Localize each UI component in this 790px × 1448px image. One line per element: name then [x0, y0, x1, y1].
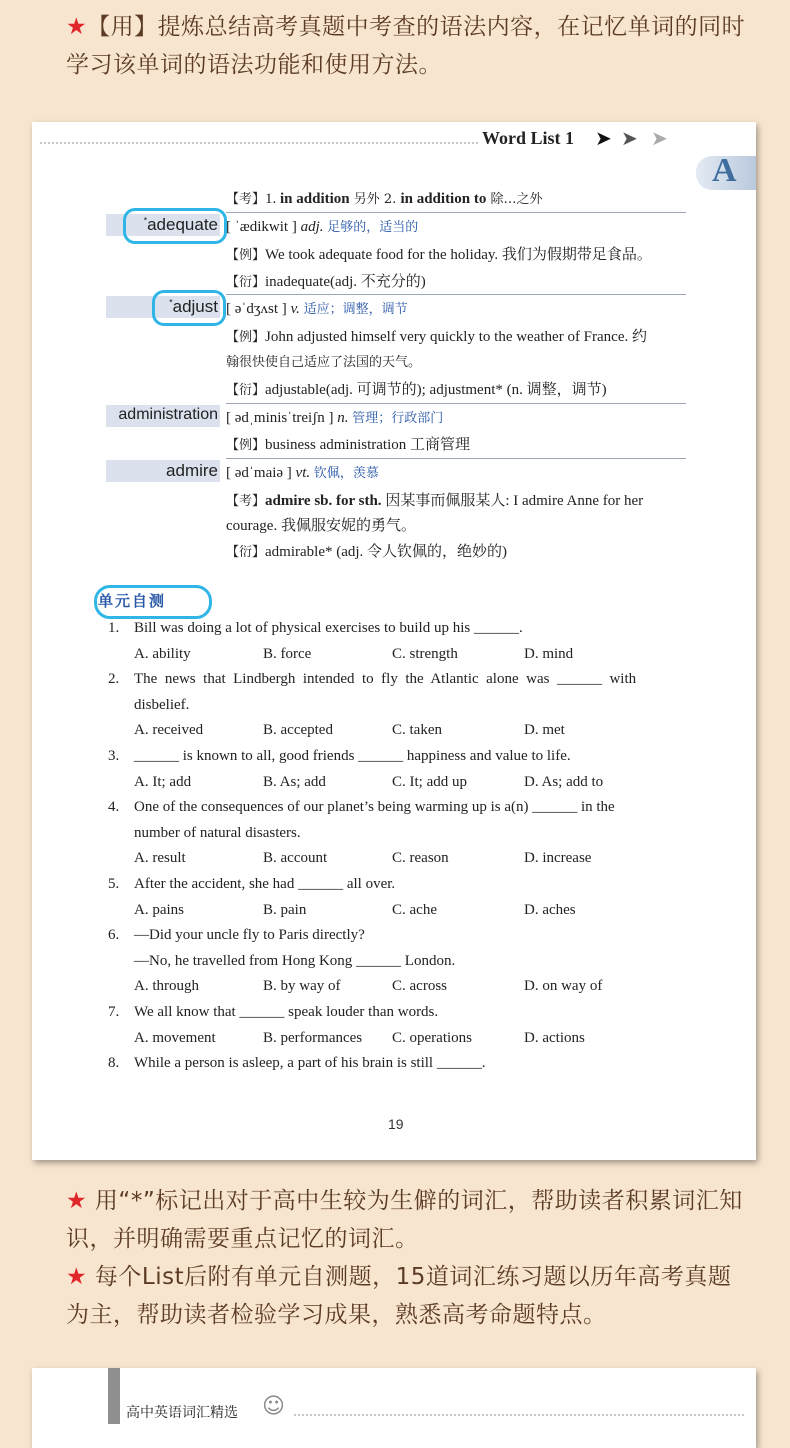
answer-option: D. As; add to — [524, 773, 604, 790]
promo-features — [66, 1182, 750, 1334]
usage-note-continued: courage. 我佩服安妮的勇气。 — [226, 518, 416, 534]
phonetic-definition: [ ˈædikwit ] adj. 足够的，适当的 — [226, 219, 419, 235]
section-letter: A — [712, 152, 737, 189]
section-letter-tab — [696, 152, 756, 190]
question-number: 7. — [108, 1004, 120, 1020]
star-icon: ★ — [66, 14, 88, 40]
answer-option: C. reason — [392, 850, 449, 867]
headword-admire: admire — [166, 461, 218, 480]
question-number: 4. — [108, 799, 120, 816]
headword-adjust: *adjust — [169, 297, 218, 316]
headword-adequate: *adequate — [143, 215, 218, 234]
arrow-right-icon: ➤ — [621, 126, 638, 150]
header-dotted-rule — [40, 142, 478, 144]
question-number: 6. — [108, 927, 120, 944]
phonetic-definition: [ ədˈmaiə ] vt. 钦佩，羡慕 — [226, 465, 379, 481]
question-text: We all know that ______ speak louder than words. — [134, 1004, 439, 1020]
question-text: While a person is asleep, a part of his brain is still ______. — [134, 1055, 486, 1072]
phonetic-definition: [ ədˌminisˈtreiʃn ] n. 管理；行政部门 — [226, 410, 444, 426]
example-sentence: 【例】John adjusted himself very quickly to the weather of France. 约 — [226, 329, 647, 345]
divider — [226, 294, 686, 295]
answer-option: C. across — [392, 978, 447, 995]
answer-option: B. pain — [263, 901, 307, 918]
usage-note: 【考】admire sb. for sth. 因某事而佩服某人: I admire Anne for her — [226, 493, 644, 509]
answer-option: C. operations — [392, 1029, 472, 1046]
phonetic-definition: [ əˈdʒʌst ] v. 适应；调整，调节 — [226, 301, 408, 317]
promo-feature: ★ 用“*”标记出对于高中生较为生僻的词汇，帮助读者积累词汇知识，并明确需要重点记忆的词汇。 — [66, 1188, 743, 1252]
answer-option: D. aches — [524, 901, 576, 918]
highlight-circle — [123, 208, 227, 244]
promo-feature: ★ 每个List后附有单元自测题，15道词汇练习题以历年高考真题为主，帮助读者检验学习成果，熟悉高考命题特点。 — [66, 1264, 732, 1328]
derivative: 【衍】adjustable(adj. 可调节的); adjustment* (n. 调整，调节) — [226, 382, 607, 398]
highlight-circle — [152, 290, 226, 326]
answer-option: B. performances — [263, 1029, 363, 1046]
answer-option: C. It; add up — [392, 773, 467, 790]
divider — [226, 212, 686, 213]
arrow-right-icon: ➤ — [651, 126, 668, 150]
headword-administration: administration — [118, 406, 218, 423]
next-page-preview — [32, 1368, 756, 1448]
answer-option: D. increase — [524, 850, 592, 867]
question-number: 3. — [108, 748, 120, 764]
answer-option: A. result — [134, 850, 186, 867]
question-number: 2. — [108, 671, 120, 688]
question-text: ______ is known to all, good friends ______ happiness and value to life. — [134, 748, 571, 764]
answer-option: D. actions — [524, 1029, 585, 1046]
answer-option: C. ache — [392, 901, 437, 918]
footer-dotted-rule — [294, 1414, 744, 1416]
mascot-icon: ☺ — [262, 1394, 285, 1419]
answer-option: B. account — [263, 850, 328, 867]
question-number: 8. — [108, 1055, 120, 1072]
divider — [226, 403, 686, 404]
book-page — [32, 122, 756, 1160]
answer-option: A. pains — [134, 901, 184, 918]
answer-option: A. movement — [134, 1029, 216, 1046]
question-text: disbelief. — [134, 696, 190, 713]
question-text: Bill was doing a lot of physical exercises to build up his ______. — [134, 620, 523, 636]
answer-option: B. by way of — [263, 978, 341, 995]
page-number: 19 — [388, 1116, 404, 1132]
example-sentence: 【例】business administration 工商管理 — [226, 437, 471, 453]
question-text: One of the consequences of our planet’s being warming up is a(n) ______ in the — [134, 799, 615, 816]
star-icon: ★ — [66, 1264, 88, 1290]
question-number: 5. — [108, 876, 120, 892]
answer-option: B. accepted — [263, 722, 333, 739]
answer-option: C. taken — [392, 722, 442, 739]
page-edge-bar — [108, 1368, 120, 1424]
derivative: 【衍】admirable* (adj. 令人钦佩的，绝妙的) — [226, 544, 508, 560]
question-text: number of natural disasters. — [134, 824, 301, 841]
question-text: —No, he travelled from Hong Kong ______ London. — [134, 952, 456, 969]
promo-intro-text: 【用】提炼总结高考真题中考查的语法内容，在记忆单词的同时学习该单词的语法功能和使用方法。 — [66, 14, 746, 78]
answer-option: A. received — [134, 722, 204, 739]
entry-note: 【考】1. in addition 另外 2. in addition to 除…之外 — [226, 191, 543, 207]
answer-option: D. on way of — [524, 978, 603, 995]
book-title: 高中英语词汇精选 — [126, 1405, 238, 1421]
quiz-title: 单元自测 — [98, 592, 167, 610]
arrow-right-icon: ➤ — [595, 126, 612, 150]
example-sentence: 【例】We took adequate food for the holiday. 我们为假期带足食品。 — [226, 247, 652, 263]
answer-option: C. strength — [392, 645, 458, 662]
example-translation: 翰很快使自己适应了法国的天气。 — [226, 355, 422, 370]
answer-option: D. mind — [524, 645, 574, 662]
answer-option: B. As; add — [263, 773, 326, 790]
word-list-title: Word List 1 — [482, 128, 575, 148]
derivative: 【衍】inadequate(adj. 不充分的) — [226, 274, 426, 290]
answer-option: A. It; add — [134, 773, 192, 790]
question-text: The news that Lindbergh intended to fly the Atlantic alone was ______ with — [134, 671, 637, 688]
divider — [226, 458, 686, 459]
answer-option: A. ability — [134, 645, 191, 662]
question-text: —Did your uncle fly to Paris directly? — [134, 927, 365, 944]
question-text: After the accident, she had ______ all over. — [134, 876, 396, 892]
answer-option: D. met — [524, 722, 565, 739]
question-number: 1. — [108, 620, 120, 636]
answer-option: A. through — [134, 978, 199, 995]
promo-intro — [66, 8, 750, 84]
star-icon: ★ — [66, 1188, 88, 1214]
answer-option: B. force — [263, 645, 312, 662]
